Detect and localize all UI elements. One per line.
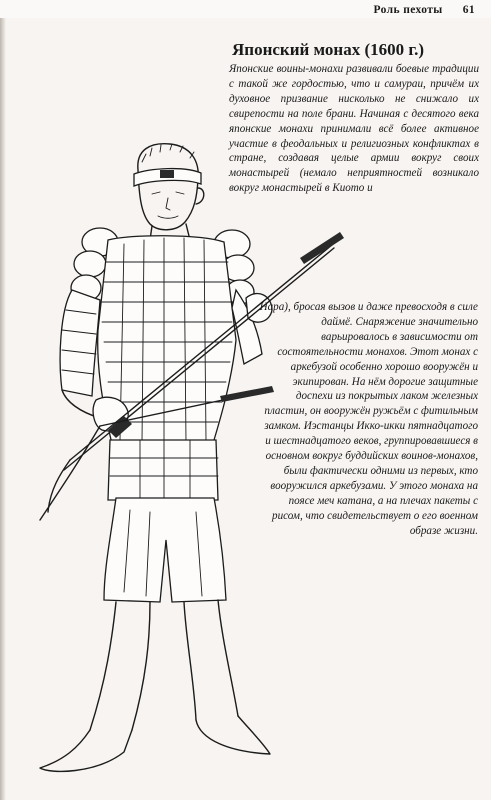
- legs: [40, 498, 270, 771]
- caption-paragraph-top: Японские воины-монахи развивали боевые традиции с такой же гордостью, что и самураи, причём их духовное призвание нисколько не снижало их свирепости на поле брани. Начиная с десятого века японские монахи принимали всё более активное участие в феодальных и религиозных конфликтах в стране, создавая целые армии вокруг своих монастырей (немало неприятностей возникало вокруг монастырей в Киото и: [229, 63, 479, 195]
- running-head: [374, 4, 476, 16]
- caption-text-top: [229, 62, 479, 196]
- figure-title: Японский монах (1600 г.): [232, 40, 425, 59]
- page-number: 61: [462, 4, 475, 16]
- caption-paragraph-bottom: Нара), бросая вызов и даже превосходя в силе даймё. Снаряжение значительно варьировалось в зависимости от состоятельности монахов. Этот монах с аркебузой особенно хорошо вооружён и экипирован. На нём дорогие защитные доспехи из покрытых лаком железных пластин, он вооружён ружьём с фитильным замком. Иэстанцы Икко-икки пятнадцатого и шестнадцатого веков, группировавшиеся в основном вокруг буддийских воинов-монахов, были фактически одними из первых, кто вооружился аркебузами. У этого монаха на поясе меч катана, а на плечах пакеты с рисом, что свидетельствует о его военном образе жизни.: [259, 301, 478, 537]
- monk-head: [134, 144, 204, 240]
- section-title: Роль пехоты: [373, 4, 443, 16]
- caption-text-bottom: [258, 300, 478, 539]
